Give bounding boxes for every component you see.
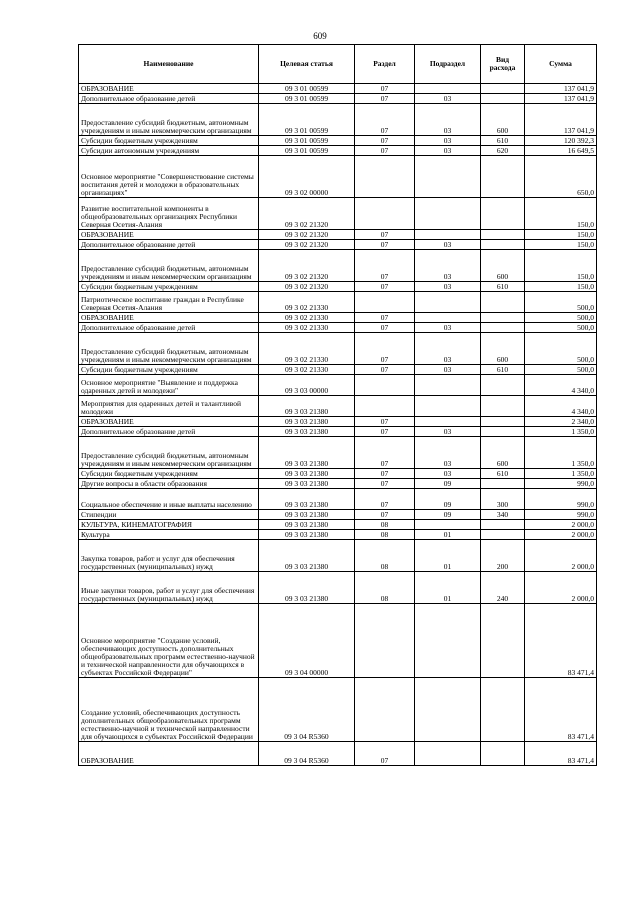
cell-expense-type: 600 <box>481 104 525 136</box>
cell-name: Предоставление субсидий бюджетным, автономным учреждениям и иным некоммерческим организациям <box>79 333 259 365</box>
cell-expense-type <box>481 313 525 323</box>
cell-sum: 2 000,0 <box>525 520 597 530</box>
cell-target-article: 09 3 03 21380 <box>259 469 355 479</box>
cell-subsection: 03 <box>415 94 481 104</box>
cell-target-article: 09 3 04 R5360 <box>259 742 355 766</box>
cell-section: 07 <box>355 323 415 333</box>
cell-target-article: 09 3 02 00000 <box>259 156 355 198</box>
table-row <box>79 250 597 282</box>
cell-subsection <box>415 156 481 198</box>
cell-subsection <box>415 375 481 396</box>
cell-section <box>355 156 415 198</box>
cell-expense-type <box>481 156 525 198</box>
cell-section: 07 <box>355 742 415 766</box>
cell-subsection <box>415 84 481 94</box>
cell-target-article: 09 3 03 00000 <box>259 375 355 396</box>
cell-section <box>355 678 415 742</box>
cell-section <box>355 604 415 678</box>
table-row <box>79 136 597 146</box>
cell-subsection: 01 <box>415 530 481 540</box>
cell-target-article: 09 3 01 00599 <box>259 136 355 146</box>
cell-name: Создание условий, обеспечивающих доступность дополнительных общеобразовательных программ естественно-научной и технической направленности для обучающихся в субъектах Российской Федерации <box>79 678 259 742</box>
cell-sum: 16 649,5 <box>525 146 597 156</box>
cell-name: ОБРАЗОВАНИЕ <box>79 313 259 323</box>
cell-section: 07 <box>355 250 415 282</box>
cell-expense-type <box>481 84 525 94</box>
cell-name: Основное мероприятие "Совершенствование системы воспитания детей и молодежи в образовательных организациях" <box>79 156 259 198</box>
cell-expense-type: 610 <box>481 136 525 146</box>
cell-target-article: 09 3 03 21380 <box>259 530 355 540</box>
cell-name: Дополнительное образование детей <box>79 427 259 437</box>
cell-expense-type: 300 <box>481 489 525 510</box>
cell-subsection: 09 <box>415 479 481 489</box>
cell-subsection: 09 <box>415 489 481 510</box>
cell-expense-type: 610 <box>481 282 525 292</box>
cell-sum: 990,0 <box>525 489 597 510</box>
cell-target-article: 09 3 04 R5360 <box>259 678 355 742</box>
cell-subsection: 03 <box>415 437 481 469</box>
cell-target-article: 09 3 01 00599 <box>259 94 355 104</box>
table-row <box>79 375 597 396</box>
cell-subsection: 09 <box>415 510 481 520</box>
cell-expense-type <box>481 375 525 396</box>
cell-name: Иные закупки товаров, работ и услуг для обеспечения государственных (муниципальных) нужд <box>79 572 259 604</box>
cell-target-article: 09 3 03 21380 <box>259 540 355 572</box>
cell-section: 08 <box>355 540 415 572</box>
table-row <box>79 604 597 678</box>
cell-expense-type <box>481 417 525 427</box>
table-row <box>79 146 597 156</box>
cell-section <box>355 292 415 313</box>
table-header-row <box>79 45 597 84</box>
cell-sum: 650,0 <box>525 156 597 198</box>
cell-section: 08 <box>355 520 415 530</box>
cell-target-article: 09 3 02 21320 <box>259 230 355 240</box>
cell-sum: 1 350,0 <box>525 469 597 479</box>
cell-section: 07 <box>355 489 415 510</box>
cell-sum: 150,0 <box>525 198 597 230</box>
cell-name: КУЛЬТУРА, КИНЕМАТОГРАФИЯ <box>79 520 259 530</box>
cell-sum: 4 340,0 <box>525 396 597 417</box>
cell-sum: 2 000,0 <box>525 572 597 604</box>
cell-target-article: 09 3 01 00599 <box>259 146 355 156</box>
cell-expense-type <box>481 240 525 250</box>
cell-expense-type <box>481 292 525 313</box>
table-row <box>79 489 597 510</box>
table-row <box>79 240 597 250</box>
cell-section: 07 <box>355 365 415 375</box>
cell-expense-type: 340 <box>481 510 525 520</box>
cell-section: 08 <box>355 572 415 604</box>
cell-expense-type: 610 <box>481 365 525 375</box>
cell-section: 07 <box>355 313 415 323</box>
cell-subsection <box>415 742 481 766</box>
header-subsection: Подраздел <box>415 45 481 84</box>
cell-subsection <box>415 396 481 417</box>
cell-name: ОБРАЗОВАНИЕ <box>79 417 259 427</box>
table-row <box>79 282 597 292</box>
cell-name: Дополнительное образование детей <box>79 94 259 104</box>
header-name: Наименование <box>79 45 259 84</box>
table-row <box>79 313 597 323</box>
cell-expense-type: 600 <box>481 250 525 282</box>
cell-section: 07 <box>355 333 415 365</box>
cell-name: Предоставление субсидий бюджетным, автономным учреждениям и иным некоммерческим организациям <box>79 104 259 136</box>
cell-target-article: 09 3 01 00599 <box>259 104 355 136</box>
cell-target-article: 09 3 02 21330 <box>259 365 355 375</box>
cell-subsection <box>415 230 481 240</box>
cell-target-article: 09 3 02 21320 <box>259 250 355 282</box>
cell-section: 07 <box>355 146 415 156</box>
cell-expense-type <box>481 520 525 530</box>
cell-section: 07 <box>355 510 415 520</box>
cell-sum: 150,0 <box>525 250 597 282</box>
cell-sum: 120 392,3 <box>525 136 597 146</box>
table-row <box>79 678 597 742</box>
cell-subsection <box>415 520 481 530</box>
cell-target-article: 09 3 03 21380 <box>259 510 355 520</box>
cell-name: Предоставление субсидий бюджетным, автономным учреждениям и иным некоммерческим организациям <box>79 437 259 469</box>
table-row <box>79 323 597 333</box>
table-row <box>79 510 597 520</box>
cell-section: 07 <box>355 417 415 427</box>
cell-target-article: 09 3 02 21320 <box>259 198 355 230</box>
cell-target-article: 09 3 03 21380 <box>259 520 355 530</box>
cell-expense-type <box>481 198 525 230</box>
cell-section <box>355 198 415 230</box>
cell-section: 07 <box>355 84 415 94</box>
cell-expense-type <box>481 323 525 333</box>
cell-sum: 500,0 <box>525 365 597 375</box>
cell-target-article: 09 3 03 21380 <box>259 437 355 469</box>
cell-expense-type <box>481 94 525 104</box>
cell-expense-type <box>481 230 525 240</box>
table-row <box>79 530 597 540</box>
cell-target-article: 09 3 03 21380 <box>259 417 355 427</box>
cell-expense-type <box>481 479 525 489</box>
cell-section <box>355 375 415 396</box>
cell-target-article: 09 3 02 21330 <box>259 313 355 323</box>
cell-name: Развитие воспитательной компоненты в общеобразовательных организациях Республики Северная Осетия-Алания <box>79 198 259 230</box>
cell-expense-type: 620 <box>481 146 525 156</box>
cell-target-article: 09 3 03 21380 <box>259 489 355 510</box>
table-row <box>79 230 597 240</box>
cell-target-article: 09 3 02 21320 <box>259 240 355 250</box>
cell-section: 07 <box>355 94 415 104</box>
cell-sum: 137 041,9 <box>525 94 597 104</box>
header-expense-type: Вид расхода <box>481 45 525 84</box>
table-row <box>79 417 597 427</box>
cell-sum: 83 471,4 <box>525 604 597 678</box>
table-row <box>79 333 597 365</box>
cell-sum: 83 471,4 <box>525 678 597 742</box>
cell-expense-type: 200 <box>481 540 525 572</box>
cell-subsection <box>415 313 481 323</box>
table-row <box>79 292 597 313</box>
cell-name: Стипендии <box>79 510 259 520</box>
cell-expense-type <box>481 742 525 766</box>
table-row <box>79 84 597 94</box>
table-row <box>79 742 597 766</box>
cell-name: Культура <box>79 530 259 540</box>
cell-sum: 150,0 <box>525 240 597 250</box>
cell-target-article: 09 3 03 21380 <box>259 479 355 489</box>
cell-name: Субсидии бюджетным учреждениям <box>79 469 259 479</box>
table-row <box>79 479 597 489</box>
cell-sum: 1 350,0 <box>525 427 597 437</box>
cell-sum: 150,0 <box>525 282 597 292</box>
cell-subsection: 03 <box>415 323 481 333</box>
cell-name: ОБРАЗОВАНИЕ <box>79 230 259 240</box>
cell-target-article: 09 3 01 00599 <box>259 84 355 94</box>
table-row <box>79 469 597 479</box>
header-sum: Сумма <box>525 45 597 84</box>
cell-expense-type: 600 <box>481 437 525 469</box>
cell-target-article: 09 3 02 21330 <box>259 323 355 333</box>
cell-name: Дополнительное образование детей <box>79 323 259 333</box>
cell-subsection <box>415 292 481 313</box>
cell-name: ОБРАЗОВАНИЕ <box>79 84 259 94</box>
cell-subsection <box>415 604 481 678</box>
cell-expense-type <box>481 530 525 540</box>
cell-name: Мероприятия для одаренных детей и талантливой молодежи <box>79 396 259 417</box>
cell-sum: 990,0 <box>525 510 597 520</box>
cell-section: 07 <box>355 427 415 437</box>
cell-target-article: 09 3 02 21330 <box>259 292 355 313</box>
cell-subsection: 03 <box>415 282 481 292</box>
cell-name: Основное мероприятие "Создание условий, обеспечивающих доступность дополнительных общеобразовательных программ естественно-научной и технической направленности для обучающихся в субъектах Российской Федерации" <box>79 604 259 678</box>
cell-target-article: 09 3 02 21330 <box>259 333 355 365</box>
cell-name: Предоставление субсидий бюджетным, автономным учреждениям и иным некоммерческим организациям <box>79 250 259 282</box>
cell-expense-type: 240 <box>481 572 525 604</box>
page-number: 609 <box>313 31 327 41</box>
cell-sum: 2 340,0 <box>525 417 597 427</box>
cell-section: 07 <box>355 104 415 136</box>
cell-target-article: 09 3 03 21380 <box>259 427 355 437</box>
cell-subsection: 01 <box>415 572 481 604</box>
table-row <box>79 104 597 136</box>
cell-section <box>355 396 415 417</box>
cell-subsection: 03 <box>415 250 481 282</box>
cell-subsection: 03 <box>415 104 481 136</box>
table-row <box>79 365 597 375</box>
cell-section: 07 <box>355 230 415 240</box>
cell-subsection <box>415 198 481 230</box>
cell-name: Субсидии бюджетным учреждениям <box>79 136 259 146</box>
cell-subsection: 03 <box>415 365 481 375</box>
table-row <box>79 396 597 417</box>
cell-subsection <box>415 417 481 427</box>
cell-name: ОБРАЗОВАНИЕ <box>79 742 259 766</box>
budget-table <box>78 44 597 766</box>
cell-sum: 990,0 <box>525 479 597 489</box>
table-row <box>79 198 597 230</box>
table-row <box>79 572 597 604</box>
cell-expense-type <box>481 678 525 742</box>
cell-name: Патриотическое воспитание граждан в Республике Северная Осетия-Алания <box>79 292 259 313</box>
cell-section: 07 <box>355 437 415 469</box>
cell-sum: 150,0 <box>525 230 597 240</box>
cell-sum: 83 471,4 <box>525 742 597 766</box>
cell-section: 07 <box>355 282 415 292</box>
cell-expense-type <box>481 604 525 678</box>
cell-name: Социальное обеспечение и иные выплаты населению <box>79 489 259 510</box>
cell-section: 07 <box>355 136 415 146</box>
header-section: Раздел <box>355 45 415 84</box>
cell-name: Другие вопросы в области образования <box>79 479 259 489</box>
cell-name: Дополнительное образование детей <box>79 240 259 250</box>
table-row <box>79 520 597 530</box>
cell-subsection <box>415 678 481 742</box>
cell-subsection: 03 <box>415 469 481 479</box>
table-row <box>79 437 597 469</box>
table-row <box>79 427 597 437</box>
cell-sum: 500,0 <box>525 292 597 313</box>
cell-expense-type: 610 <box>481 469 525 479</box>
cell-section: 07 <box>355 469 415 479</box>
cell-sum: 137 041,9 <box>525 104 597 136</box>
cell-name: Субсидии автономным учреждениям <box>79 146 259 156</box>
cell-sum: 137 041,9 <box>525 84 597 94</box>
cell-expense-type <box>481 427 525 437</box>
cell-section: 07 <box>355 479 415 489</box>
cell-subsection: 03 <box>415 136 481 146</box>
cell-target-article: 09 3 03 21380 <box>259 572 355 604</box>
cell-sum: 2 000,0 <box>525 530 597 540</box>
cell-expense-type: 600 <box>481 333 525 365</box>
cell-section: 08 <box>355 530 415 540</box>
cell-section: 07 <box>355 240 415 250</box>
cell-sum: 500,0 <box>525 323 597 333</box>
table-row <box>79 94 597 104</box>
cell-subsection: 03 <box>415 427 481 437</box>
header-target-article: Целевая статья <box>259 45 355 84</box>
cell-name: Основное мероприятие "Выявление и поддержка одаренных детей и молодежи" <box>79 375 259 396</box>
cell-name: Субсидии бюджетным учреждениям <box>79 282 259 292</box>
cell-name: Закупка товаров, работ и услуг для обеспечения государственных (муниципальных) нужд <box>79 540 259 572</box>
cell-sum: 4 340,0 <box>525 375 597 396</box>
cell-subsection: 03 <box>415 146 481 156</box>
cell-sum: 1 350,0 <box>525 437 597 469</box>
cell-sum: 2 000,0 <box>525 540 597 572</box>
cell-subsection: 01 <box>415 540 481 572</box>
cell-expense-type <box>481 396 525 417</box>
cell-target-article: 09 3 02 21320 <box>259 282 355 292</box>
table-row <box>79 540 597 572</box>
cell-subsection: 03 <box>415 333 481 365</box>
cell-target-article: 09 3 04 00000 <box>259 604 355 678</box>
cell-name: Субсидии бюджетным учреждениям <box>79 365 259 375</box>
cell-target-article: 09 3 03 21380 <box>259 396 355 417</box>
table-row <box>79 156 597 198</box>
cell-subsection: 03 <box>415 240 481 250</box>
cell-sum: 500,0 <box>525 313 597 323</box>
cell-sum: 500,0 <box>525 333 597 365</box>
